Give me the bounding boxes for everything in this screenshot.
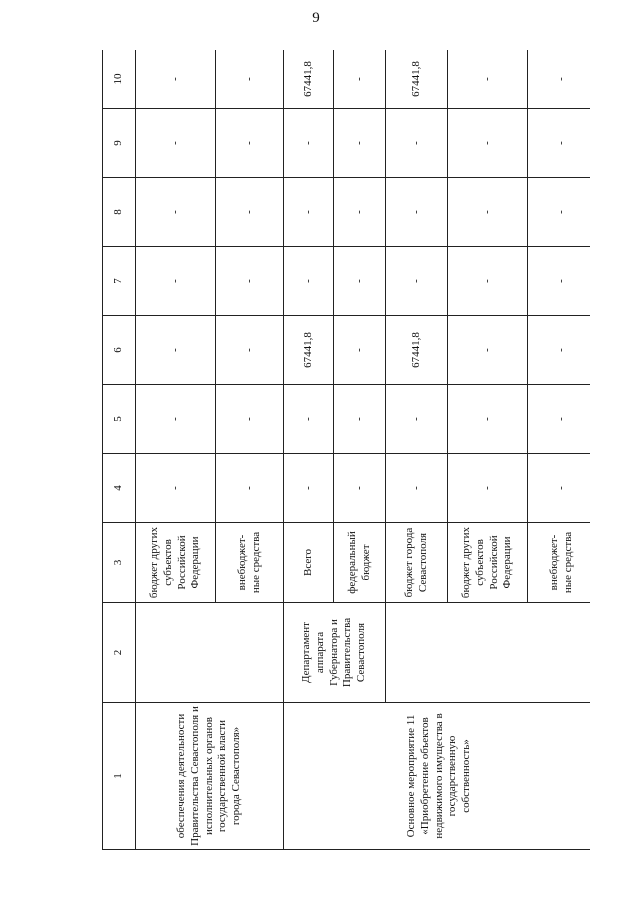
page-number: 9 [312,10,320,26]
value-cell: - [528,385,591,454]
value-cell: 67441,8 [386,316,448,385]
value-cell: - [448,50,528,109]
value-cell: - [386,247,448,316]
table-row [284,50,334,850]
executor-cell-empty [386,603,591,703]
value-cell: - [334,178,386,247]
header-cell: 3 [103,523,136,603]
value-cell: - [448,385,528,454]
value-cell: - [386,109,448,178]
value-cell: - [136,50,216,109]
measure-cell: обеспечения деятельности Правительства Севастополя и исполнительных органов государственной власти города Севастополя» [136,703,284,850]
executor-cell: Департамент аппарата Губернатора и Правительства Севастополя [284,603,386,703]
value-cell: 67441,8 [284,316,334,385]
value-cell: - [136,385,216,454]
value-cell: - [448,316,528,385]
value-cell: - [448,247,528,316]
value-cell: - [136,109,216,178]
value-cell: - [334,454,386,523]
header-cell: 10 [103,50,136,109]
value-cell: - [136,178,216,247]
funding-source-cell: внебюджет-ные средства [528,523,591,603]
value-cell: - [334,247,386,316]
value-cell: - [334,385,386,454]
value-cell: - [528,247,591,316]
value-cell: - [448,109,528,178]
header-cell: 7 [103,247,136,316]
value-cell: - [216,316,284,385]
value-cell: - [386,178,448,247]
value-cell: - [528,109,591,178]
value-cell: - [216,454,284,523]
table-row [136,50,216,850]
value-cell: - [284,454,334,523]
value-cell: - [284,178,334,247]
value-cell: - [448,178,528,247]
header-row [103,50,136,850]
header-cell: 9 [103,109,136,178]
header-cell: 6 [103,316,136,385]
funding-source-cell: бюджет других субъектов Российской Федерации [136,523,216,603]
value-cell: - [216,385,284,454]
value-cell: - [528,178,591,247]
table-container [102,50,590,850]
value-cell: - [284,385,334,454]
value-cell: - [136,454,216,523]
funding-source-cell: бюджет других субъектов Российской Федерации [448,523,528,603]
measure-cell: Основное мероприятие 11 «Приобретение объектов недвижимого имущества в государственную собственность» [284,703,591,850]
value-cell: - [386,454,448,523]
value-cell: 67441,8 [386,50,448,109]
value-cell: - [448,454,528,523]
rotated-table-area [102,50,590,850]
header-cell: 4 [103,454,136,523]
funding-source-cell: бюджет города Севастополя [386,523,448,603]
value-cell: - [136,316,216,385]
value-cell: - [334,50,386,109]
value-cell: - [528,316,591,385]
header-cell: 1 [103,703,136,850]
executor-cell [136,603,284,703]
header-cell: 5 [103,385,136,454]
value-cell: - [216,50,284,109]
value-cell: - [284,247,334,316]
budget-table [102,50,590,850]
value-cell: - [284,109,334,178]
funding-source-cell: Всего [284,523,334,603]
value-cell: - [334,316,386,385]
value-cell: - [216,247,284,316]
value-cell: 67441,8 [284,50,334,109]
value-cell: - [216,178,284,247]
value-cell: - [528,454,591,523]
funding-source-cell: федеральный бюджет [334,523,386,603]
value-cell: - [386,385,448,454]
value-cell: - [136,247,216,316]
header-cell: 8 [103,178,136,247]
value-cell: - [528,50,591,109]
value-cell: - [334,109,386,178]
value-cell: - [216,109,284,178]
funding-source-cell: внебюджет-ные средства [216,523,284,603]
header-cell: 2 [103,603,136,703]
